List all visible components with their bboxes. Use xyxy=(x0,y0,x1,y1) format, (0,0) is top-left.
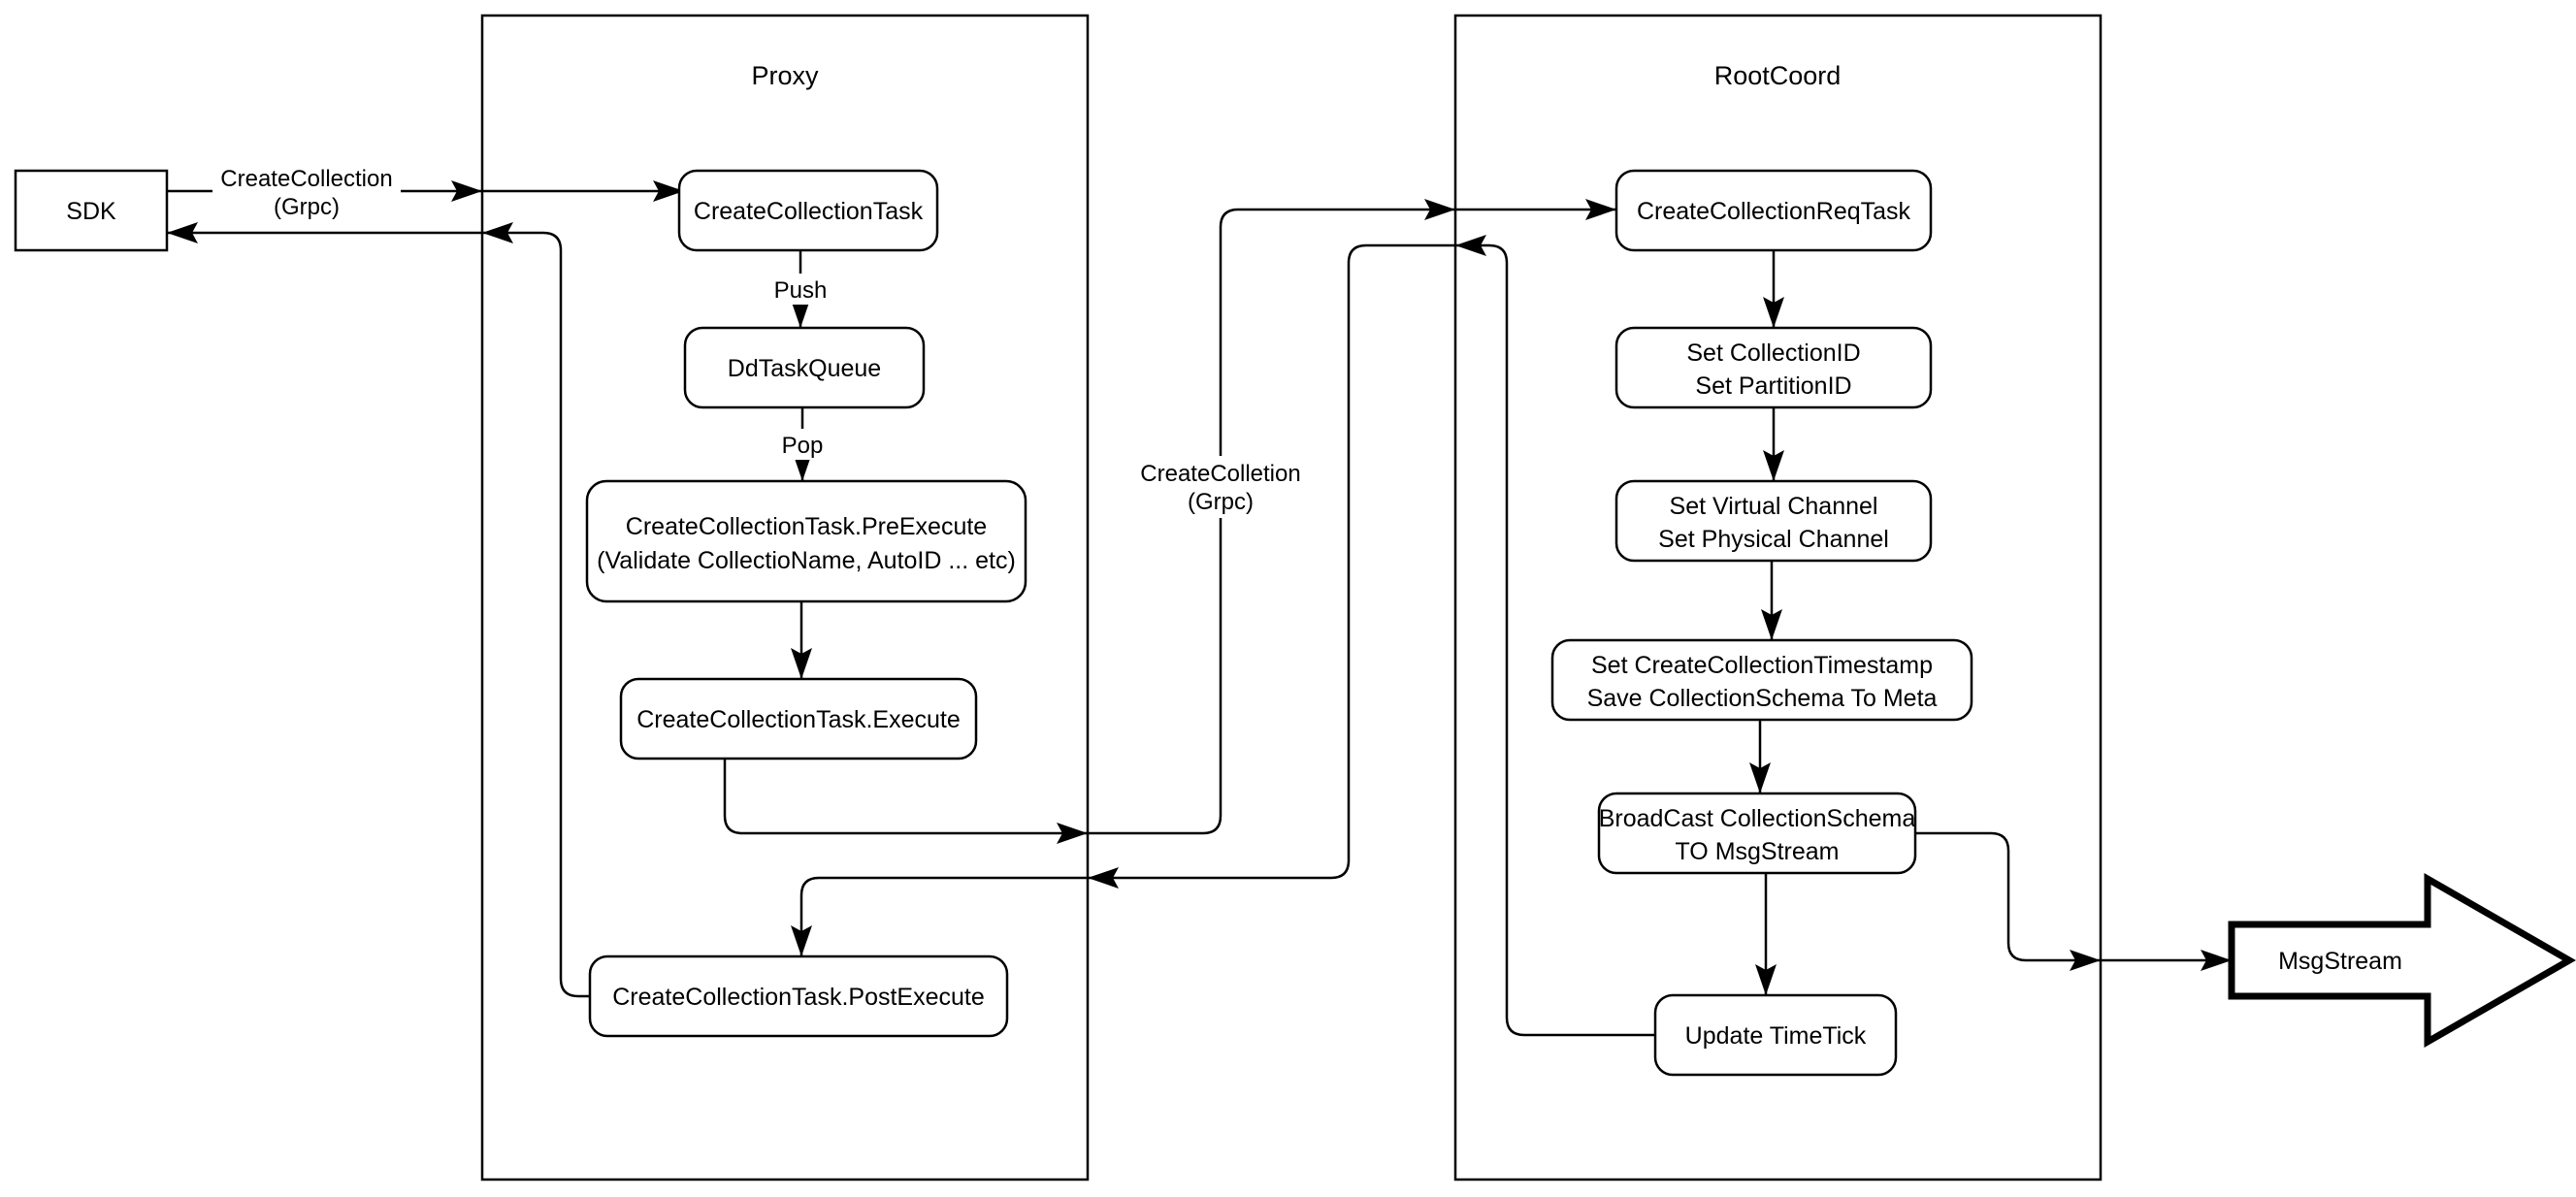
node-set-channels-line2: Set Physical Channel xyxy=(1658,526,1889,553)
node-set-timestamp xyxy=(1552,640,1972,720)
node-set-ids xyxy=(1616,328,1931,407)
node-update-timetick-label: Update TimeTick xyxy=(1684,1022,1867,1050)
node-post-execute xyxy=(590,956,1007,1036)
proxy-container-title: Proxy xyxy=(751,61,819,90)
edge-updatetimetick-to-postexecute xyxy=(801,245,1655,1035)
node-set-ids-line1: Set CollectionID xyxy=(1686,340,1861,367)
node-pre-execute-line1: CreateCollectionTask.PreExecute xyxy=(625,513,988,540)
rootcoord-container-title: RootCoord xyxy=(1713,61,1842,90)
node-post-execute-label: CreateCollectionTask.PostExecute xyxy=(612,984,985,1011)
node-broadcast-line2: TO MsgStream xyxy=(1675,838,1840,865)
node-create-collection-req-task xyxy=(1616,171,1931,250)
node-set-ids-line2: Set PartitionID xyxy=(1695,372,1852,400)
node-pre-execute-line2: (Validate CollectioName, AutoID ... etc) xyxy=(597,547,1016,574)
node-broadcast xyxy=(1599,793,1916,873)
edge-label-createcolletion-grpc-line2: (Grpc) xyxy=(1188,489,1254,515)
edge-broadcast-to-msgstream xyxy=(1915,833,2232,960)
edge-label-createcollection-grpc-line1: CreateCollection xyxy=(220,166,393,192)
edge-label-push xyxy=(765,274,836,305)
node-set-timestamp-line2: Save CollectionSchema To Meta xyxy=(1586,685,1938,712)
node-update-timetick xyxy=(1655,995,1896,1075)
node-execute-label: CreateCollectionTask.Execute xyxy=(636,706,961,733)
node-create-collection-task-label: CreateCollectionTask xyxy=(693,198,924,225)
edge-label-grpc-request xyxy=(212,161,401,223)
edge-label-createcolletion-grpc-line1: CreateColletion xyxy=(1140,461,1301,487)
node-broadcast-line1: BroadCast CollectionSchema xyxy=(1598,805,1916,832)
edge-label-pop xyxy=(770,429,834,460)
node-create-collection-req-task-label: CreateCollectionReqTask xyxy=(1636,198,1911,225)
node-pre-execute xyxy=(587,481,1026,601)
node-create-collection-task xyxy=(679,171,937,250)
node-pre-execute-box xyxy=(587,481,1026,601)
node-set-channels xyxy=(1616,481,1931,561)
edge-label-pop-text: Pop xyxy=(781,433,824,459)
edge-label-createcollection-grpc-line2: (Grpc) xyxy=(274,194,340,220)
node-set-channels-line1: Set Virtual Channel xyxy=(1669,493,1878,520)
node-dd-task-queue-label: DdTaskQueue xyxy=(727,355,882,382)
arrowheads xyxy=(167,180,2232,995)
node-execute xyxy=(621,679,976,759)
node-sdk xyxy=(16,171,167,250)
node-set-timestamp-line1: Set CreateCollectionTimestamp xyxy=(1591,652,1933,679)
node-sdk-label: SDK xyxy=(66,198,116,225)
node-msgstream-label: MsgStream xyxy=(2278,948,2402,975)
edge-label-grpc-internal xyxy=(1129,456,1312,518)
node-dd-task-queue xyxy=(685,328,924,407)
node-msgstream xyxy=(2232,879,2569,1042)
edge-label-push-text: Push xyxy=(773,277,828,304)
edge-postexecute-to-sdk xyxy=(167,233,590,996)
